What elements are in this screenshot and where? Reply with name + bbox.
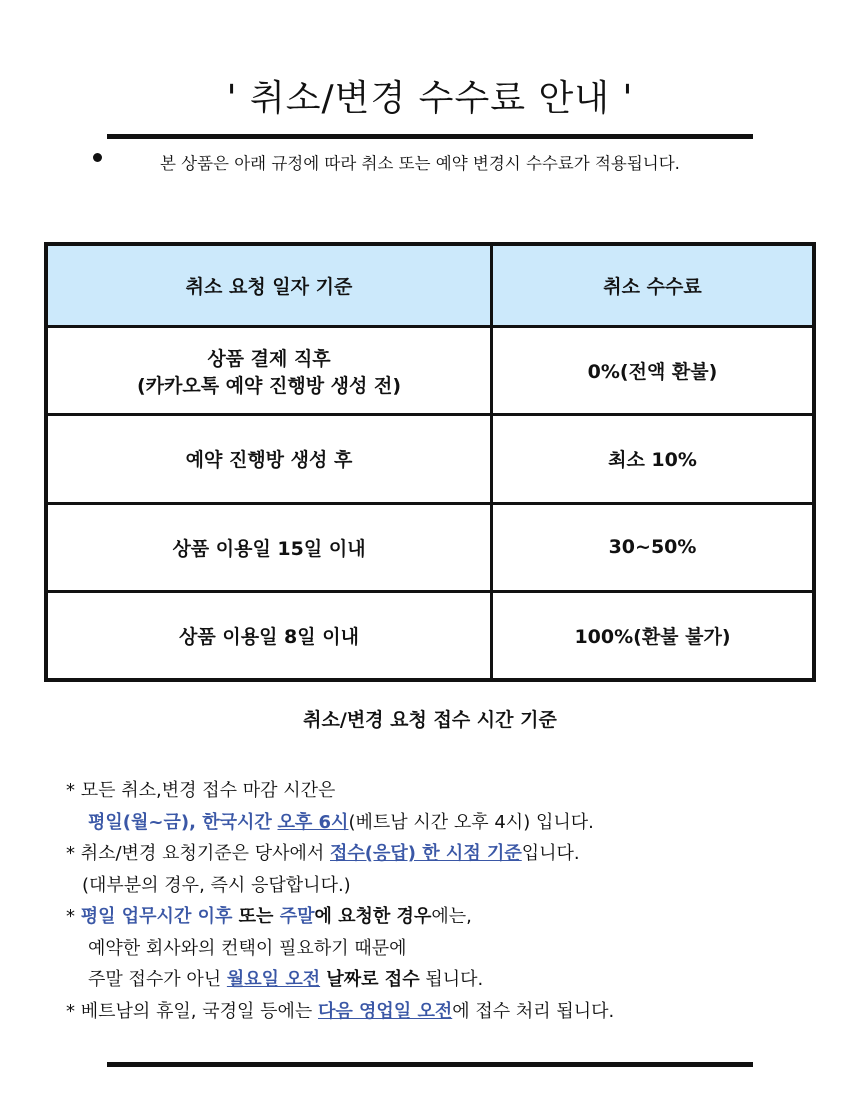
- note-line: [66, 775, 614, 807]
- fee-cell: 0%(전액 환불): [492, 327, 815, 415]
- cancellation-fee-table: [44, 242, 816, 682]
- note-bold: 날짜로 접수: [320, 969, 420, 990]
- column-header-criteria: 취소 요청 일자 기준: [46, 244, 492, 327]
- title-divider: [107, 134, 753, 139]
- bullet-dot: [93, 153, 102, 162]
- note-text: 입니다.: [521, 843, 580, 864]
- note-text: 주말 접수가 아닌: [88, 969, 227, 990]
- note-line: [66, 838, 614, 870]
- table-row: [46, 591, 814, 680]
- footer-divider: [107, 1062, 753, 1067]
- criteria-cell: [46, 327, 492, 415]
- note-line: [66, 933, 614, 965]
- note-highlight: 평일 업무시간 이후: [80, 906, 233, 927]
- table-header-row: [46, 244, 814, 327]
- note-text: * 베트남의 휴일, 국경일 등에는: [66, 1000, 318, 1022]
- notes-block: [66, 775, 614, 1027]
- note-line: [66, 807, 614, 839]
- page-title: ' 취소/변경 수수료 안내 ': [226, 78, 634, 119]
- note-text: *: [66, 906, 81, 927]
- section-heading: 취소/변경 요청 접수 시간 기준: [303, 709, 557, 731]
- note-highlight: 접수(응답) 한 시점 기준: [330, 843, 522, 864]
- criteria-cell: 예약 진행방 생성 후: [46, 415, 492, 503]
- note-line: [66, 964, 614, 996]
- criteria-cell: 상품 이용일 15일 이내: [46, 503, 492, 591]
- table-row: [46, 503, 814, 591]
- note-text: * 모든 취소,변경 접수 마감 시간은: [66, 780, 336, 801]
- fee-cell: 최소 10%: [492, 415, 815, 503]
- table-row: [46, 327, 814, 415]
- note-text: 에 접수 처리 됩니다.: [452, 1000, 615, 1022]
- fee-cell: 100%(환불 불가): [492, 591, 815, 680]
- note-text: (베트남 시간 오후 4시) 입니다.: [348, 811, 594, 833]
- note-text: 됩니다.: [419, 969, 484, 990]
- criteria-line2: (카카오톡 예약 진행방 생성 전): [136, 374, 402, 397]
- intro-text: 본 상품은 아래 규정에 따라 취소 또는 예약 변경시 수수료가 적용됩니다.: [160, 154, 680, 173]
- note-bold: 에 요청한 경우: [314, 906, 432, 927]
- table-row: [46, 415, 814, 503]
- note-bold: 또는: [232, 906, 280, 927]
- fee-cell: 30~50%: [492, 503, 815, 591]
- note-line: [66, 996, 614, 1028]
- note-text: * 취소/변경 요청기준은 당사에서: [66, 843, 330, 864]
- criteria-line1: 상품 결제 직후: [207, 347, 331, 370]
- note-line: [66, 901, 614, 933]
- note-highlight: 월요일 오전: [226, 969, 321, 990]
- note-text: 예약한 회사와의 컨택이 필요하기 때문에: [88, 937, 407, 959]
- note-highlight: 평일(월~금), 한국시간: [88, 811, 272, 833]
- note-highlight: 오후 6시: [277, 811, 349, 833]
- note-highlight: 다음 영업일 오전: [318, 1000, 453, 1022]
- note-line: [66, 870, 614, 902]
- note-highlight: 주말: [279, 906, 315, 927]
- note-text: (대부분의 경우, 즉시 응답합니다.): [82, 874, 351, 896]
- note-text: 에는,: [431, 906, 472, 927]
- criteria-cell: 상품 이용일 8일 이내: [46, 591, 492, 680]
- column-header-fee: 취소 수수료: [492, 244, 815, 327]
